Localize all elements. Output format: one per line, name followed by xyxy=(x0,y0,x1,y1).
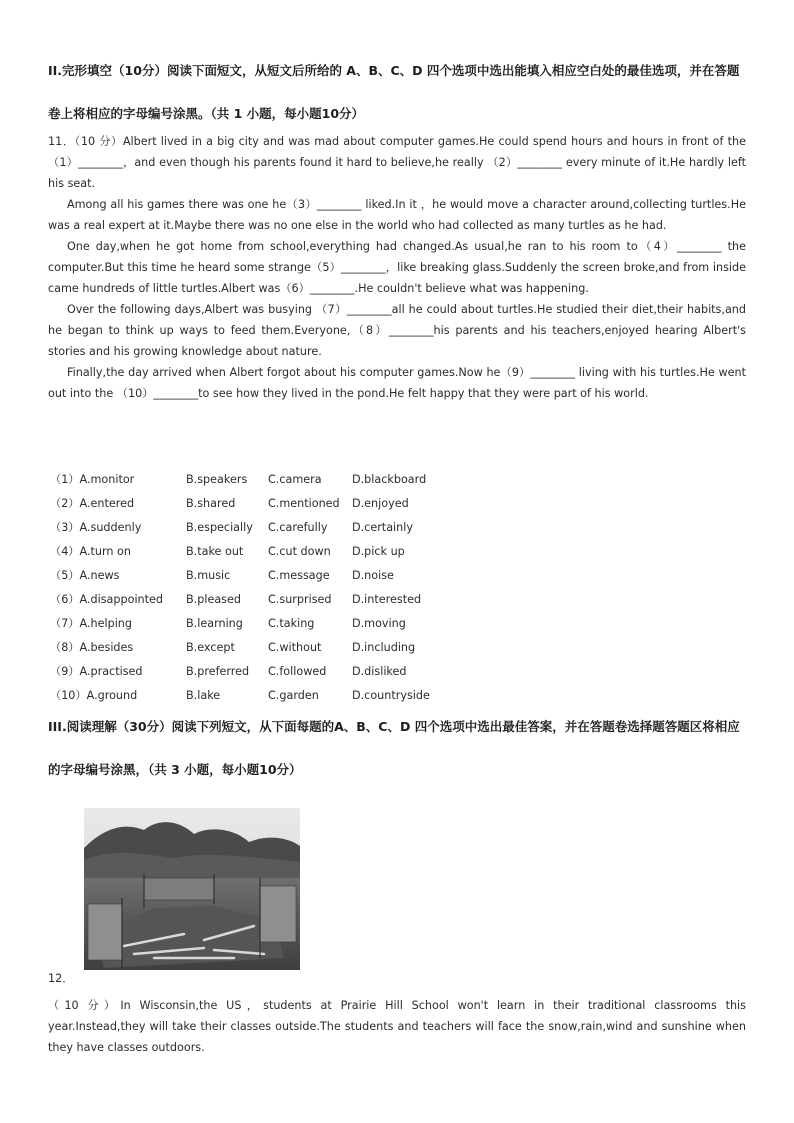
option-row xyxy=(48,469,748,493)
option-row xyxy=(48,565,748,589)
passage-photo xyxy=(84,808,300,970)
option-row xyxy=(48,589,748,613)
option-d: D.noise xyxy=(352,569,394,582)
option-c: C.garden xyxy=(268,689,319,702)
option-b: B.pleased xyxy=(186,593,241,606)
option-a: （1）A.monitor xyxy=(50,473,135,486)
passage-paragraph: Among all his games there was one he（3）________ liked.In it ，he would move a character around,collecting turtles.He was a real expert at it.Maybe there was no one else in the world who had collected as many turtles as he had. xyxy=(48,198,746,232)
option-a: （7）A.helping xyxy=(50,617,132,630)
section-2-heading: II.完形填空（10分）阅读下面短文，从短文后所给的 A、B、C、D 四个选项中选出能填入相应空白处的最佳选项，并在答题 xyxy=(48,63,740,78)
option-b: B.especially xyxy=(186,521,253,534)
option-b: B.speakers xyxy=(186,473,248,486)
passage-paragraph: One day,when he got home from school,everything had changed.As usual,he ran to his room to（4）________ the computer.But this time he heard some strange（5）________，like breaking glass.Suddenly the screen broke,and from inside came hundreds of little turtles.Albert was（6）________.He couldn't believe what was happening. xyxy=(48,240,746,295)
question-12-number: 12． xyxy=(48,972,74,985)
option-a: （10）A.ground xyxy=(50,689,138,702)
section-3-heading-cont: 的字母编号涂黑，（共 3 小题，每小题10分） xyxy=(48,762,302,777)
option-a: （6）A.disappointed xyxy=(50,593,164,606)
option-a: （3）A.suddenly xyxy=(50,521,142,534)
question-12-passage xyxy=(48,995,746,1058)
option-c: C.carefully xyxy=(268,521,328,534)
option-row xyxy=(48,661,748,685)
option-b: B.lake xyxy=(186,689,221,702)
option-row xyxy=(48,493,748,517)
option-d: D.pick up xyxy=(352,545,405,558)
option-b: B.preferred xyxy=(186,665,250,678)
option-d: D.blackboard xyxy=(352,473,427,486)
option-b: B.shared xyxy=(186,497,236,510)
option-d: D.enjoyed xyxy=(352,497,409,510)
option-a: （8）A.besides xyxy=(50,641,134,654)
section-2-heading-cont: 卷上将相应的字母编号涂黑。（共 1 小题，每小题10分） xyxy=(48,106,365,121)
option-d: D.interested xyxy=(352,593,422,606)
fenced-field-photo xyxy=(84,808,300,970)
option-c: C.without xyxy=(268,641,322,654)
option-d: D.moving xyxy=(352,617,406,630)
option-a: （4）A.turn on xyxy=(50,545,131,558)
option-c: C.camera xyxy=(268,473,322,486)
option-c: C.cut down xyxy=(268,545,331,558)
option-a: （9）A.practised xyxy=(50,665,143,678)
passage-paragraph: Finally,the day arrived when Albert forgot about his computer games.Now he（9）________ living with his turtles.He went out into the （10）________to see how they lived in the pond.He felt happy that they were part of his world. xyxy=(48,366,746,400)
option-row xyxy=(48,541,748,565)
option-b: B.except xyxy=(186,641,235,654)
option-b: B.take out xyxy=(186,545,244,558)
option-a: （5）A.news xyxy=(50,569,120,582)
option-row xyxy=(48,517,748,541)
option-d: D.disliked xyxy=(352,665,407,678)
option-b: B.music xyxy=(186,569,231,582)
option-c: C.followed xyxy=(268,665,327,678)
option-d: D.countryside xyxy=(352,689,430,702)
question-11-passage xyxy=(48,131,746,404)
passage-paragraph: Over the following days,Albert was busying （7）________all he could about turtles.He studied their diet,their habits,and he began to think up ways to feed them.Everyone,（8）________his parents and his teachers,enjoyed hearing Albert's stories and his growing knowledge about nature. xyxy=(48,303,746,358)
option-d: D.certainly xyxy=(352,521,413,534)
option-c: C.surprised xyxy=(268,593,332,606)
passage-paragraph: 11．（10 分）Albert lived in a big city and was mad about computer games.He could spend hours and hours in front of the （1）________，and even though his parents found it hard to believe,he really （2）________ every minute of it.He hardly left his seat. xyxy=(48,135,746,190)
option-row xyxy=(48,685,748,709)
option-row xyxy=(48,613,748,637)
option-c: C.taking xyxy=(268,617,315,630)
passage-paragraph: （10 分）In Wisconsin,the US，students at Prairie Hill School won't learn in their traditional classrooms this year.Instead,they will take their classes outside.The students and teachers will face the snow,rain,wind and sunshine when they have classes outdoors. xyxy=(48,999,746,1054)
option-a: （2）A.entered xyxy=(50,497,135,510)
option-c: C.mentioned xyxy=(268,497,340,510)
option-b: B.learning xyxy=(186,617,243,630)
section-3-heading: III.阅读理解（30分）阅读下列短文，从下面每题的A、B、C、D 四个选项中选出最佳答案，并在答题卷选择题答题区将相应 xyxy=(48,719,740,734)
option-d: D.including xyxy=(352,641,416,654)
option-c: C.message xyxy=(268,569,330,582)
question-11-options xyxy=(48,469,748,709)
option-row xyxy=(48,637,748,661)
